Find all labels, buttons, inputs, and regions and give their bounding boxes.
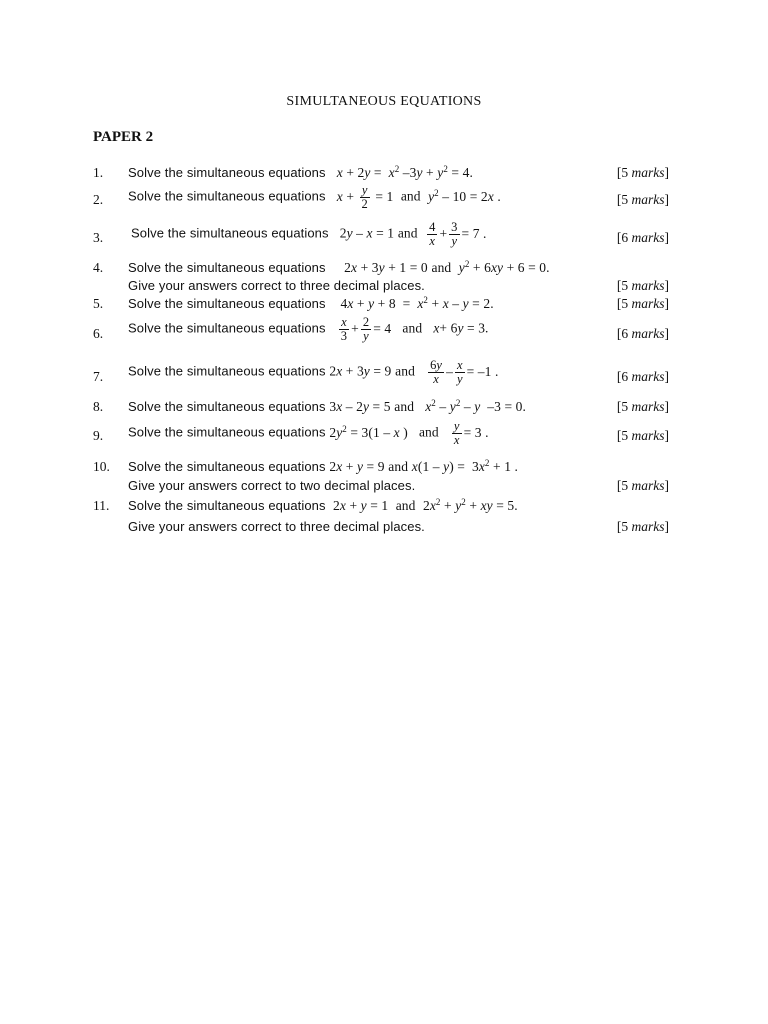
equation: 2x + 3y = 9 (329, 363, 392, 379)
equation: $x + 2y = x^2$ $-3y + y^2 = 4$. (336, 164, 473, 180)
question-text: Solve the simultaneous equations 3x – 2y = 5 and $x^2 - y^2$ – y –3 = 0. (128, 398, 526, 414)
question-number: 8. (93, 399, 104, 414)
question-number: 9. (93, 428, 104, 443)
equation: $\frac{y}{x}$ = 3 . (453, 419, 489, 447)
question-text: Solve the simultaneous equations $\frac{x}{3}$ + $\frac{2}{y}$ = 4 and x+ 6y = 3. (128, 315, 489, 343)
equation: $x^2 - y^2$ – y –3 = 0. (425, 398, 526, 414)
marks-label: [5 marks] (616, 478, 669, 493)
question-prompt: Solve the simultaneous equations (128, 320, 326, 336)
question-prompt: Solve the simultaneous equations (128, 399, 326, 414)
marks-label: [5 marks] (616, 192, 669, 207)
question-number: 2. (93, 192, 104, 207)
question-number: 4. (93, 260, 104, 275)
question-text: Solve the simultaneous equations $2y^2 = 3(1 - x$ ) and $\frac{y}{x}$ = 3 . (128, 419, 489, 447)
equation: $2x^2 + y^2$ + xy = 5. (422, 497, 518, 513)
question-prompt: Solve the simultaneous equations (128, 260, 326, 275)
equation: $2y^2 = 3(1 - x$ ) (329, 423, 408, 440)
marks-label: [6 marks] (616, 326, 669, 341)
question-number: 7. (93, 369, 104, 384)
equation: $4x + y + 8 = x^2 + x - y = 2$. (340, 295, 494, 311)
marks-label: [5 marks] (616, 399, 669, 414)
question-text: Solve the simultaneous equations 2x + 3y + 1 = 0 and $y^2 + 6xy + 6 = 0$. (128, 259, 550, 275)
question-number: 6. (93, 326, 104, 341)
question-number: 11. (93, 498, 110, 513)
question-prompt: Solve the simultaneous equations (128, 363, 326, 379)
equation: 2y – x = 1 (339, 225, 395, 241)
marks-label: [6 marks] (616, 369, 669, 384)
question-prompt: Solve the simultaneous equations (128, 424, 326, 440)
precision-note: Give your answers correct to three decimal places. (128, 519, 425, 534)
question-text: Solve the simultaneous equations 2x + 3y = 9 and $\frac{6y}{x}$ – $\frac{x}{y}$ = –1 . (128, 358, 499, 386)
question-number: 5. (93, 296, 104, 311)
question-prompt: Solve the simultaneous equations (128, 188, 326, 204)
marks-label: [6 marks] (616, 230, 669, 245)
precision-note: Give your answers correct to two decimal places. (128, 478, 416, 493)
question-prompt: Solve the simultaneous equations (131, 225, 329, 241)
equation: $\frac{6y}{x}$ – $\frac{x}{y}$ = –1 . (430, 358, 499, 386)
equation: $\frac{x}{3}$ + $\frac{2}{y}$ = 4 (340, 315, 392, 343)
marks-label: [5 marks] (616, 428, 669, 443)
equation: 2x + y = 9 (329, 459, 385, 474)
equation: 2x + y = 1 (333, 498, 389, 513)
equation: x+ 6y = 3. (433, 320, 489, 336)
marks-label: [5 marks] (616, 165, 669, 180)
question-text: Solve the simultaneous equations 2x + y = 1 and $2x^2 + y^2$ + xy = 5. (128, 497, 518, 513)
paper-heading: PAPER 2 (93, 129, 154, 145)
equation: x + $\frac{y}{2}$ = 1 (336, 183, 394, 211)
equation: $\frac{4}{x}$ + $\frac{3}{y}$ = 7 . (429, 220, 487, 248)
question-number: 1. (93, 165, 104, 180)
question-text (128, 165, 473, 181)
equation: $y^2 + 6xy + 6 = 0$. (458, 259, 550, 275)
question-prompt: Solve the simultaneous equations (128, 165, 326, 180)
page-title: SIMULTANEOUS EQUATIONS (286, 94, 482, 109)
question-number: 3. (93, 230, 104, 245)
equation: $y^2 - 10 = 2x$ . (428, 187, 501, 204)
question-text (128, 296, 494, 312)
precision-note: Give your answers correct to three decimal places. (128, 278, 425, 293)
question-prompt: Solve the simultaneous equations (128, 296, 326, 311)
equation: $x(1 - y) = 3x^2 + 1$ . (411, 458, 518, 474)
equation: 3x – 2y = 5 (329, 399, 391, 414)
question-text: Solve the simultaneous equations 2y – x = 1 and $\frac{4}{x}$ + $\frac{3}{y}$ = 7 . (131, 220, 487, 248)
marks-label: [5 marks] (616, 278, 669, 293)
marks-label: [5 marks] (616, 296, 669, 311)
question-number: 10. (93, 459, 110, 474)
equation: 2x + 3y + 1 = 0 (344, 260, 428, 275)
question-prompt: Solve the simultaneous equations (128, 459, 326, 474)
question-prompt: Solve the simultaneous equations (128, 498, 326, 513)
question-text: Solve the simultaneous equations 2x + y = 9 and $x(1 - y) = 3x^2 + 1$ . (128, 458, 518, 474)
marks-label: [5 marks] (616, 519, 669, 534)
question-text: Solve the simultaneous equations x + $\frac{y}{2}$ = 1 and $y^2 - 10 = 2x$ . (128, 183, 501, 211)
